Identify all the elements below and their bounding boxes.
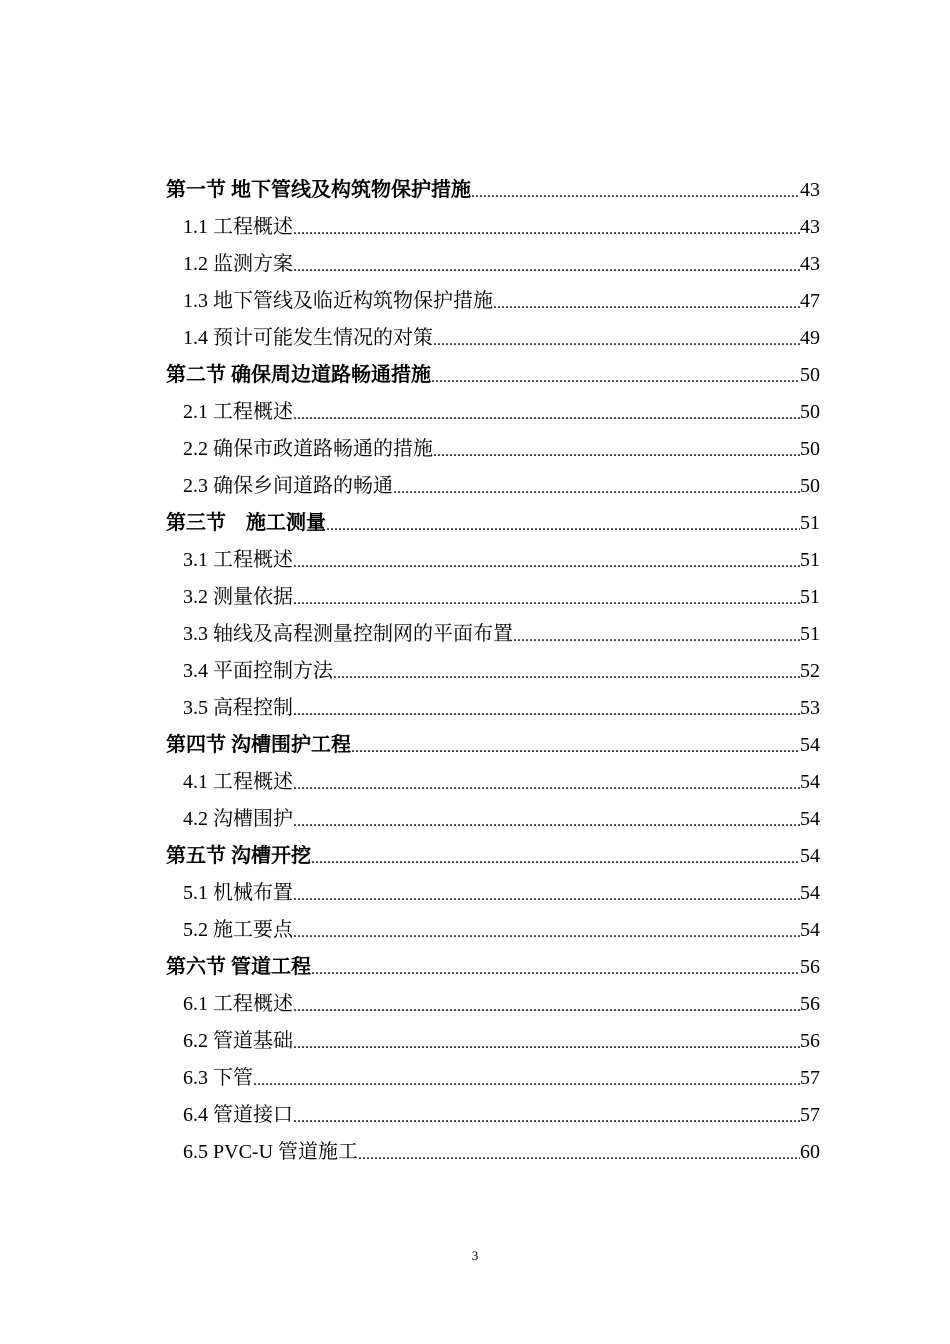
- toc-entry-page-number: 50: [800, 364, 820, 386]
- toc-entry-page-number: 47: [800, 290, 820, 312]
- toc-entry-title: 1.3 地下管线及临近构筑物保护措施: [183, 290, 493, 312]
- toc-entry-page-number: 56: [800, 956, 820, 978]
- toc-entry-title: 3.3 轴线及高程测量控制网的平面布置: [183, 623, 513, 645]
- toc-dot-leader: [293, 401, 800, 425]
- toc-dot-leader: [293, 1104, 800, 1128]
- toc-entry-title: 1.2 监测方案: [183, 253, 293, 275]
- toc-entry-page-number: 43: [800, 216, 820, 238]
- toc-entry-title: 3.5 高程控制: [183, 697, 293, 719]
- toc-entry-title: 第三节 施工测量: [166, 512, 326, 534]
- toc-subsection-entry[interactable]: [166, 203, 820, 240]
- toc-dot-leader: [471, 179, 800, 203]
- toc-entry-page-number: 51: [800, 586, 820, 608]
- toc-subsection-entry[interactable]: [166, 240, 820, 277]
- toc-subsection-entry[interactable]: [166, 647, 820, 684]
- toc-subsection-entry[interactable]: [166, 573, 820, 610]
- toc-entry-title: 3.4 平面控制方法: [183, 660, 333, 682]
- toc-entry-page-number: 54: [800, 882, 820, 904]
- toc-subsection-entry[interactable]: [166, 610, 820, 647]
- toc-section-entry[interactable]: [166, 166, 820, 203]
- toc-entry-page-number: 54: [800, 734, 820, 756]
- toc-dot-leader: [293, 697, 800, 721]
- toc-subsection-entry[interactable]: [166, 906, 820, 943]
- toc-entry-page-number: 54: [800, 808, 820, 830]
- toc-entry-title: 4.1 工程概述: [183, 771, 293, 793]
- toc-subsection-entry[interactable]: [166, 869, 820, 906]
- toc-entry-page-number: 52: [800, 660, 820, 682]
- toc-section-entry[interactable]: [166, 832, 820, 869]
- toc-entry-page-number: 56: [800, 993, 820, 1015]
- toc-entry-title: 第一节 地下管线及构筑物保护措施: [166, 179, 471, 201]
- toc-entry-page-number: 50: [800, 475, 820, 497]
- toc-subsection-entry[interactable]: [166, 536, 820, 573]
- toc-entry-title: 2.2 确保市政道路畅通的措施: [183, 438, 433, 460]
- toc-entry-page-number: 57: [800, 1104, 820, 1126]
- toc-entry-title: 3.2 测量依据: [183, 586, 293, 608]
- toc-entry-page-number: 56: [800, 1030, 820, 1052]
- toc-entry-page-number: 60: [800, 1141, 820, 1163]
- toc-dot-leader: [358, 1141, 800, 1165]
- toc-dot-leader: [433, 327, 800, 351]
- toc-entry-page-number: 51: [800, 512, 820, 534]
- toc-entry-page-number: 51: [800, 623, 820, 645]
- toc-subsection-entry[interactable]: [166, 980, 820, 1017]
- toc-subsection-entry[interactable]: [166, 1091, 820, 1128]
- toc-dot-leader: [393, 475, 800, 499]
- toc-subsection-entry[interactable]: [166, 1054, 820, 1091]
- toc-entry-title: 1.4 预计可能发生情况的对策: [183, 327, 433, 349]
- toc-entry-page-number: 51: [800, 549, 820, 571]
- toc-dot-leader: [293, 253, 800, 277]
- toc-subsection-entry[interactable]: [166, 425, 820, 462]
- toc-entry-page-number: 54: [800, 771, 820, 793]
- toc-entry-page-number: 53: [800, 697, 820, 719]
- toc-entry-page-number: 54: [800, 919, 820, 941]
- toc-dot-leader: [293, 919, 800, 943]
- toc-section-entry[interactable]: [166, 721, 820, 758]
- toc-dot-leader: [293, 771, 800, 795]
- toc-subsection-entry[interactable]: [166, 684, 820, 721]
- toc-dot-leader: [513, 623, 800, 647]
- toc-dot-leader: [293, 1030, 800, 1054]
- toc-entry-title: 5.2 施工要点: [183, 919, 293, 941]
- toc-entry-page-number: 50: [800, 401, 820, 423]
- toc-section-entry[interactable]: [166, 943, 820, 980]
- toc-dot-leader: [351, 734, 800, 758]
- toc-dot-leader: [293, 586, 800, 610]
- toc-entry-title: 2.3 确保乡间道路的畅通: [183, 475, 393, 497]
- toc-dot-leader: [293, 216, 800, 240]
- toc-section-entry[interactable]: [166, 499, 820, 536]
- toc-subsection-entry[interactable]: [166, 758, 820, 795]
- page-number: 3: [471, 1248, 479, 1263]
- toc-dot-leader: [493, 290, 800, 314]
- toc-entry-page-number: 43: [800, 179, 820, 201]
- toc-subsection-entry[interactable]: [166, 277, 820, 314]
- toc-entry-title: 5.1 机械布置: [183, 882, 293, 904]
- toc-entry-page-number: 50: [800, 438, 820, 460]
- toc-dot-leader: [431, 364, 800, 388]
- toc-entry-title: 6.1 工程概述: [183, 993, 293, 1015]
- toc-entry-title: 2.1 工程概述: [183, 401, 293, 423]
- toc-subsection-entry[interactable]: [166, 314, 820, 351]
- toc-dot-leader: [293, 808, 800, 832]
- toc-entry-title: 1.1 工程概述: [183, 216, 293, 238]
- table-of-contents: [166, 166, 820, 1165]
- toc-dot-leader: [293, 882, 800, 906]
- toc-entry-page-number: 43: [800, 253, 820, 275]
- toc-entry-page-number: 54: [800, 845, 820, 867]
- toc-entry-page-number: 49: [800, 327, 820, 349]
- toc-entry-title: 6.5 PVC-U 管道施工: [183, 1141, 359, 1163]
- toc-section-entry[interactable]: [166, 351, 820, 388]
- toc-entry-title: 6.2 管道基础: [183, 1030, 293, 1052]
- toc-entry-title: 第六节 管道工程: [166, 956, 311, 978]
- toc-entry-title: 第四节 沟槽围护工程: [166, 734, 351, 756]
- toc-subsection-entry[interactable]: [166, 1017, 820, 1054]
- toc-subsection-entry[interactable]: [166, 388, 820, 425]
- toc-entry-title: 3.1 工程概述: [183, 549, 293, 571]
- toc-subsection-entry[interactable]: [166, 1128, 820, 1165]
- toc-dot-leader: [333, 660, 800, 684]
- toc-entry-title: 第五节 沟槽开挖: [166, 845, 311, 867]
- toc-dot-leader: [433, 438, 800, 462]
- toc-dot-leader: [293, 993, 800, 1017]
- toc-dot-leader: [253, 1067, 800, 1091]
- toc-entry-page-number: 57: [800, 1067, 820, 1089]
- toc-dot-leader: [311, 956, 800, 980]
- toc-dot-leader: [293, 549, 800, 573]
- toc-dot-leader: [326, 512, 800, 536]
- toc-entry-title: 6.4 管道接口: [183, 1104, 293, 1126]
- toc-entry-title: 6.3 下管: [183, 1067, 253, 1089]
- toc-subsection-entry[interactable]: [166, 795, 820, 832]
- toc-entry-title: 第二节 确保周边道路畅通措施: [166, 364, 431, 386]
- toc-dot-leader: [311, 845, 800, 869]
- toc-subsection-entry[interactable]: [166, 462, 820, 499]
- toc-entry-title: 4.2 沟槽围护: [183, 808, 293, 830]
